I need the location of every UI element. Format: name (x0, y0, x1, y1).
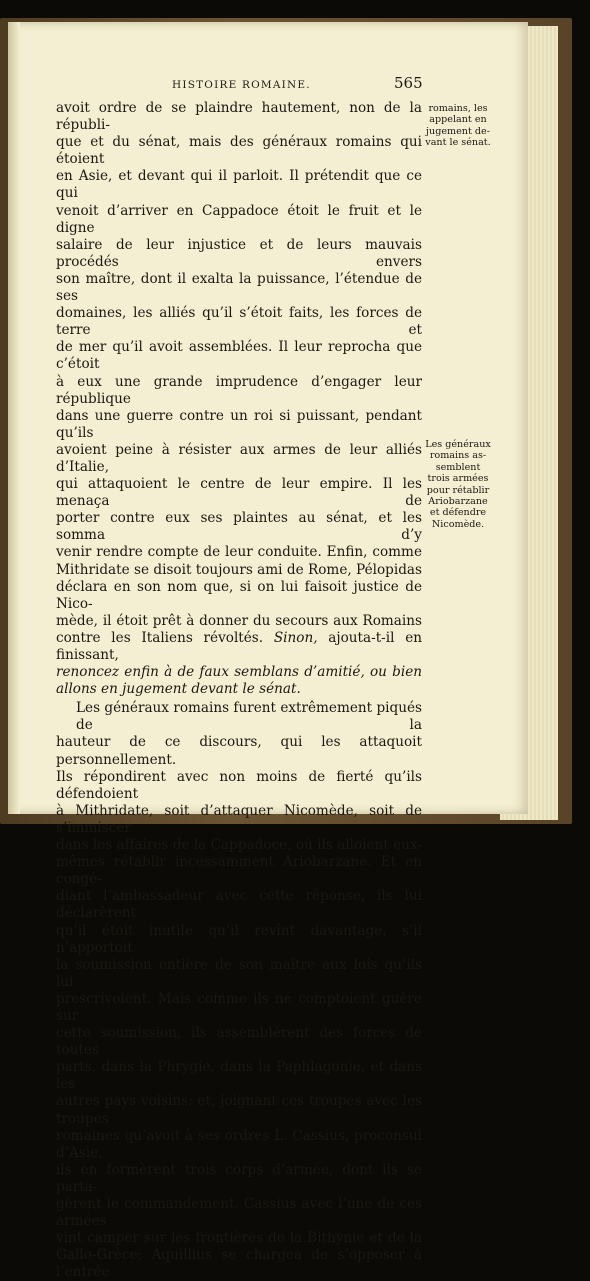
margin-note-line: trois armées (427, 473, 489, 485)
body-line: Ils répondirent avec non moins de fierté qu’ils défendoient (56, 768, 422, 802)
body-line: porter contre eux ses plaintes au sénat, et les somma d’y (56, 510, 422, 544)
body-line-italic: allons en jugement devant le sénat. (56, 681, 301, 698)
margin-note-line: appelant en (429, 114, 487, 126)
body-line: Mithridate se disoit toujours ami de Rome, Pélopidas (56, 561, 422, 578)
margin-note-line: et défendre (429, 507, 487, 519)
body-line-tail: ajouta-t-il en finissant, (56, 629, 422, 663)
body-line: qui attaquoient le centre de leur empire. Il les menaça de (56, 476, 422, 510)
body-line: diant l’ambassadeur avec cette réponse, ils lui déclarèrent (56, 888, 422, 922)
body-line: autres pays voisins; et, joignant ces troupes avec les troupes (56, 1093, 422, 1127)
body-line: mêmes rétablir incessamment Ariobarzane. Et en congé- (56, 854, 422, 888)
margin-note-line: Nicomède. (431, 518, 485, 530)
body-line: son maître, dont il exalta la puissance, l’étendue de ses (56, 270, 422, 305)
body-line: la soumission entière de son maître aux lois qu’ils lui (56, 956, 422, 990)
body-line: salaire de leur injustice et de leurs mauvais procédés envers (56, 236, 422, 270)
body-line: qu’il étoit inutile qu’il revînt davantage, s’il n’apportoit (56, 922, 422, 956)
body-line: romaines qu’avoit à ses ordres L. Cassius, proconsul d’Asie, (56, 1127, 422, 1161)
body-line: domaines, les alliés qu’il s’étoit faits, les forces de terre et (56, 305, 422, 339)
body-line: déclara en son nom que, si on lui faisoit justice de Nico- (56, 578, 422, 612)
body-line (56, 630, 422, 664)
margin-note-line: romains, les (428, 103, 488, 114)
body-line: hauteur de ce discours, qui les attaquoit personnellement. (56, 734, 422, 768)
body-line: prescrivoient. Mais comme ils ne comptoient guère sur (56, 990, 422, 1024)
body-text (56, 100, 422, 1281)
margin-note (425, 103, 491, 149)
body-line-italic: renoncez enfin à de faux semblans d’amitié, ou bien (56, 664, 422, 681)
body-line-italic: Sinon, (273, 629, 318, 646)
margin-note-line: vant le sénat. (425, 137, 491, 149)
body-line: en Asie, et devant qui il parloit. Il prétendit que ce qui (56, 168, 422, 202)
body-line: mède, il étoit prêt à donner du secours aux Romains (56, 612, 422, 629)
body-line: ils en formèrent trois corps d’armée, dont ils se parta- (56, 1161, 422, 1195)
body-line: venir rendre compte de leur conduite. Enfin, comme (56, 544, 422, 561)
body-line: avoient peine à résister aux armes de leur alliés d’Italie, (56, 441, 422, 475)
margin-note (425, 439, 491, 530)
body-line: vint camper sur les frontières de la Bithynie et de la (56, 1230, 422, 1247)
margin-note-line: pour rétablir (426, 484, 490, 496)
margin-note-line: romains as- (429, 450, 487, 462)
running-title: HISTOIRE ROMAINE. (172, 79, 311, 91)
margin-note-line: Ariobarzane (428, 496, 488, 508)
body-line: cette soumission, ils assemblèrent des forces de toutes (56, 1025, 422, 1059)
body-line: Les généraux romains furent extrêmement piqués de la (76, 700, 422, 734)
body-line: de mer qu’il avoit assemblées. Il leur reprocha que c’étoit (56, 339, 422, 373)
body-line: à Mithridate, soit d’attaquer Nicomède, soit de s’immiscer (56, 802, 422, 836)
margin-note-line: semblent (435, 461, 481, 473)
margin-note-line: jugement de- (426, 125, 490, 137)
body-line: dans une guerre contre un roi si puissant, pendant qu’ils (56, 407, 422, 441)
body-line: à eux une grande imprudence d’engager leur république (56, 373, 422, 407)
page-number: 565 (394, 74, 423, 92)
page-gutter (8, 22, 20, 814)
body-line: dans les affaires de la Cappadoce, où ils alloient eux- (56, 837, 422, 854)
body-line: parts, dans la Phrygie, dans la Paphlagonie, et dans les (56, 1059, 422, 1093)
body-line: Gallo-Grèce; Aquillius se chargea de s’opposer à l’entrée (56, 1247, 422, 1281)
body-line-start: contre les Italiens révoltés. (56, 629, 264, 646)
margin-note-line: Les généraux (425, 439, 491, 450)
body-line: gèrent le commandement. Cassius avec l’une de ces armées (56, 1196, 422, 1230)
body-line: venoit d’arriver en Cappadoce étoit le fruit et le digne (56, 202, 422, 236)
body-line: que et du sénat, mais des généraux romains qui étoient (56, 134, 422, 168)
body-line: avoit ordre de se plaindre hautement, non de la républi- (56, 100, 422, 134)
